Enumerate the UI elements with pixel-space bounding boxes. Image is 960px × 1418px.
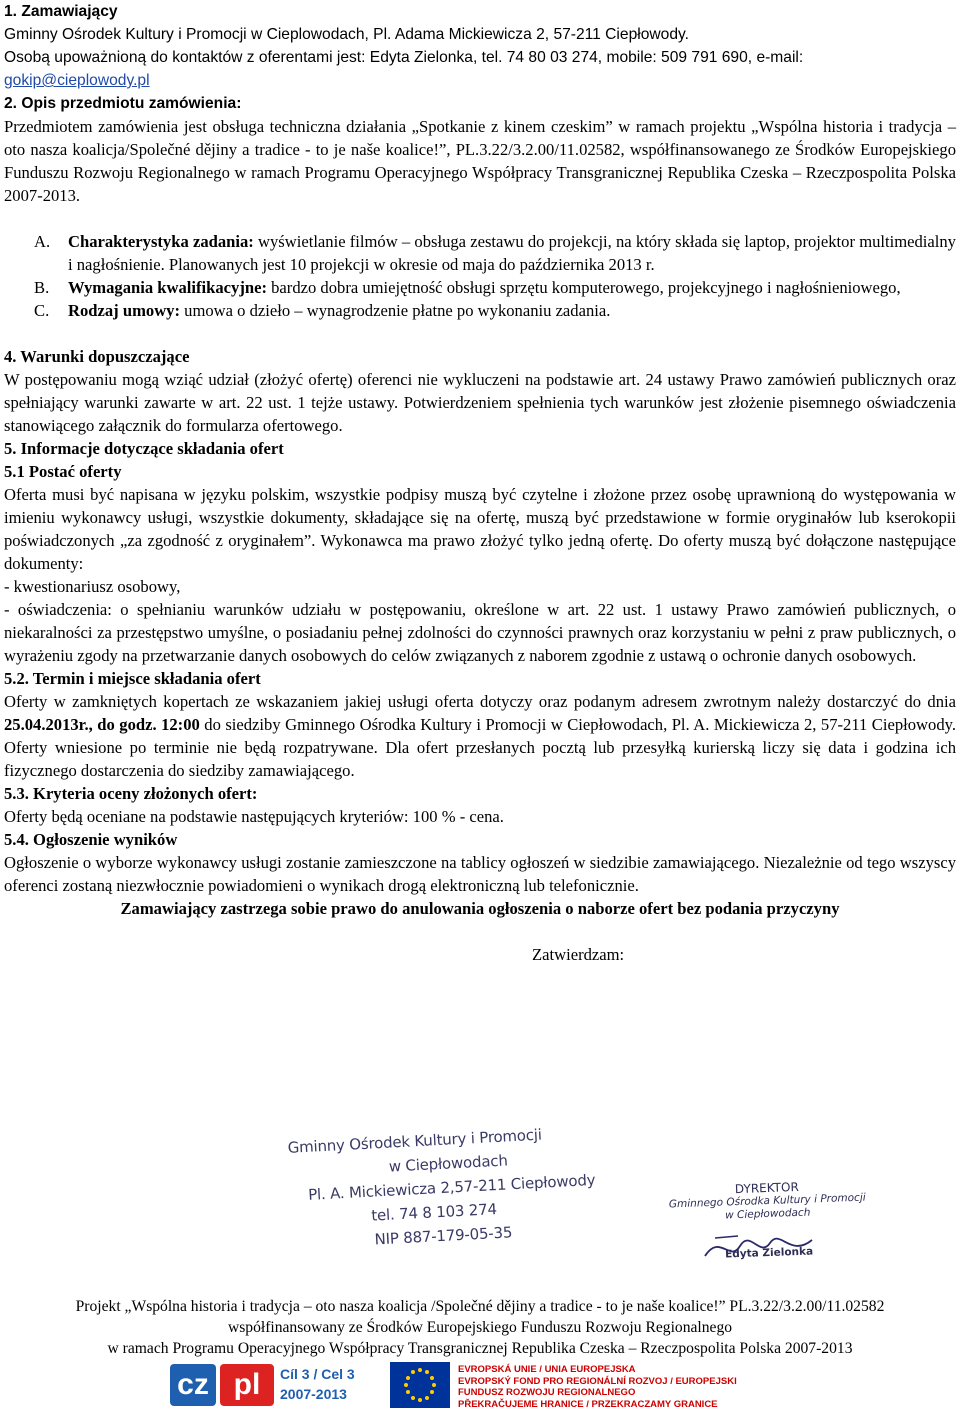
section53-heading: 5.3. Kryteria oceny złożonych ofert: <box>4 784 258 803</box>
section51-item2: - oświadczenia: o spełnianiu warunków udziału w postępowaniu, określone w art. 22 ust. 1 ustawy Prawo zamówień publicznych, o niekaralności za przestępstwo umyślne, o posiadaniu pełnej zdolności do czynności prawnych oraz korzystaniu w pełni z praw publicznych, o wyrażeniu zgody na przetwarzanie danych osobowych do celów związanych z naborem zgodnie z ustawą o ochronie danych osobowych. <box>4 600 956 665</box>
section1-heading: 1. Zamawiający <box>4 3 118 20</box>
reservation-note: Zamawiający zastrzega sobie prawo do anulowania ogłoszenia o naborze ofert bez podania przyczyny <box>120 899 840 918</box>
logos-bar <box>170 1362 930 1412</box>
document-page <box>4 0 956 966</box>
section2-heading: 2. Opis przedmiotu zamówienia: <box>4 95 242 112</box>
section54-body: Ogłoszenie o wyborze wykonawcy usługi zostanie zamieszczone na tablicy ogłoszeń w siedzibie zamawiającego. Niezależnie od tego wszyscy oferenci zostaną niezwłocznie powiadomieni o wynikach drogą elektroniczną lub telefonicznie. <box>4 853 956 895</box>
section1-line2: Osobą upoważnioną do kontaktów z oferentami jest: Edyta Zielonka, tel. 74 80 03 274, mobile: 509 791 690, e-mail: <box>4 49 804 66</box>
director-stamp: DYREKTOR Gminnego Ośrodka Kultury i Promocji w Ciepłowodach Edyta Zielonka <box>668 1179 866 1261</box>
section52-body: Oferty w zamkniętych kopertach ze wskazaniem jakiej usługi oferta dotyczy oraz podanym adresem zwrotnym należy dostarczyć do dnia 25.04.2013r., do godz. 12:00 do siedziby Gminnego Ośrodka Kultury i Promocji w Ciepłowodach, Pl. A. Mickiewicza 2, 57-211 Ciepłowody. Oferty wniesione po terminie nie będą rozpatrywane. Dla ofert przesłanych pocztą lub przesyłką kurierską liczy się data i godzina ich fizycznego dostarczenia do siedziby zamawiającego. <box>4 692 956 780</box>
czpl-logo: cz pl <box>170 1364 430 1408</box>
section54-heading: 5.4. Ogłoszenie wyników <box>4 830 178 849</box>
section51-item1: - kwestionariusz osobowy, <box>4 577 181 596</box>
section4-body: W postępowaniu mogą wziąć udział (złożyć ofertę) oferenci nie wykluczeni na podstawie art. 24 ustawy Prawo zamówień publicznych oraz spełniający warunki zawarte w art. 22 ust. 1 tejże ustawy. Potwierdzeniem spełnienia tych warunków jest złożenie pisemnego oświadczenia stanowiącego załącznik do formularza ofertowego. <box>4 370 956 435</box>
list-item: A. Charakterystyka zadania: wyświetlanie filmów – obsługa zestawu do projekcji, na który składa się laptop, projektor multimedialny i nagłośnienie. Planowanych jest 10 projekcji w okresie od maja do października 2013 r. <box>34 232 956 274</box>
stamp-area <box>0 1110 960 1280</box>
institution-stamp: Gminny Ośrodek Kultury i Promocji w Ciepłowodach Pl. A. Mickiewicza 2,57-211 Ciepłowody tel. 74 8 103 274 NIP 887-179-05-35 <box>287 1125 596 1249</box>
section52-heading: 5.2. Termin i miejsce składania ofert <box>4 669 261 688</box>
approval-label: Zatwierdzam: <box>532 945 625 964</box>
section1-line1: Gminny Ośrodek Kultury i Promocji w Cieplowodach, Pl. Adama Mickiewicza 2, 57-211 Ciepłowody. <box>4 26 689 43</box>
list-item: C. Rodzaj umowy: umowa o dzieło – wynagrodzenie płatne po wykonaniu zadania. <box>34 301 611 320</box>
eu-flag-icon <box>390 1362 450 1408</box>
section53-body: Oferty będą oceniane na podstawie następujących kryteriów: 100 % - cena. <box>4 807 504 826</box>
eu-stars-icon <box>390 1362 450 1408</box>
section51-heading: 5.1 Postać oferty <box>4 462 122 481</box>
section51-body: Oferta musi być napisana w języku polskim, wszystkie podpisy muszą być czytelne i złożone przez osobę uprawnioną do występowania w imieniu wykonawcy usługi, wszystkie dokumenty, składające się na ofertę, muszą być przedstawione w formie oryginałów lub kserokopii poświadczonych „za zgodność z oryginałem”. Wykonawca ma prawo złożyć tylko jedną ofertę. Do oferty muszą być dołączone następujące dokumenty: <box>4 485 956 573</box>
section4-heading: 4. Warunki dopuszczające <box>4 347 190 366</box>
program-logo-text: Cíl 3 / Cel 3 2007-2013 <box>280 1366 355 1402</box>
email-link[interactable]: gokip@cieplowody.pl <box>4 72 150 89</box>
task-list <box>34 230 956 322</box>
project-footer: Projekt „Wspólna historia i tradycja – oto nasza koalicja /Společné dějiny a tradice - to je naše koalice!” PL.3.22/3.2.00/11.02582 współfinansowany ze Środków Europejskiego Funduszu Rozwoju Regionalnego w ramach Programu Operacyjnego Współpracy Transgranicznej Republika Czeska – Rzeczpospolita Polska 2007-2013 <box>75 1298 885 1357</box>
list-item: B. Wymagania kwalifikacyjne: bardzo dobra umiejętność obsługi sprzętu komputerowego, projekcyjnego i nagłośnieniowego, <box>34 278 901 297</box>
section2-body: Przedmiotem zamówienia jest obsługa techniczna działania „Spotkanie z kinem czeskim” w ramach projektu „Wspólna historia i tradycja – oto nasza koalicja/Společné dějiny a tradice - to je naše koalice!”, PL.3.22/3.2.00/11.02582, współfinansowanego ze Środków Europejskiego Funduszu Rozwoju Regionalnego w ramach Programu Operacyjnego Współpracy Transgranicznej Republika Czeska – Rzeczpospolita Polska 2007-2013. <box>4 117 956 205</box>
signature-image <box>700 1228 820 1268</box>
section5-heading: 5. Informacje dotyczące składania ofert <box>4 439 284 458</box>
eu-fund-text: EVROPSKÁ UNIE / UNIA EUROPEJSKA EVROPSKÝ FOND PRO REGIONÁLNÍ ROZVOJ / EUROPEJSKI FUNDUSZ ROZWOJU REGIONALNEGO PŘEKRAČUJEME HRANICE / PRZEKRACZAMY GRANICE <box>458 1364 737 1410</box>
